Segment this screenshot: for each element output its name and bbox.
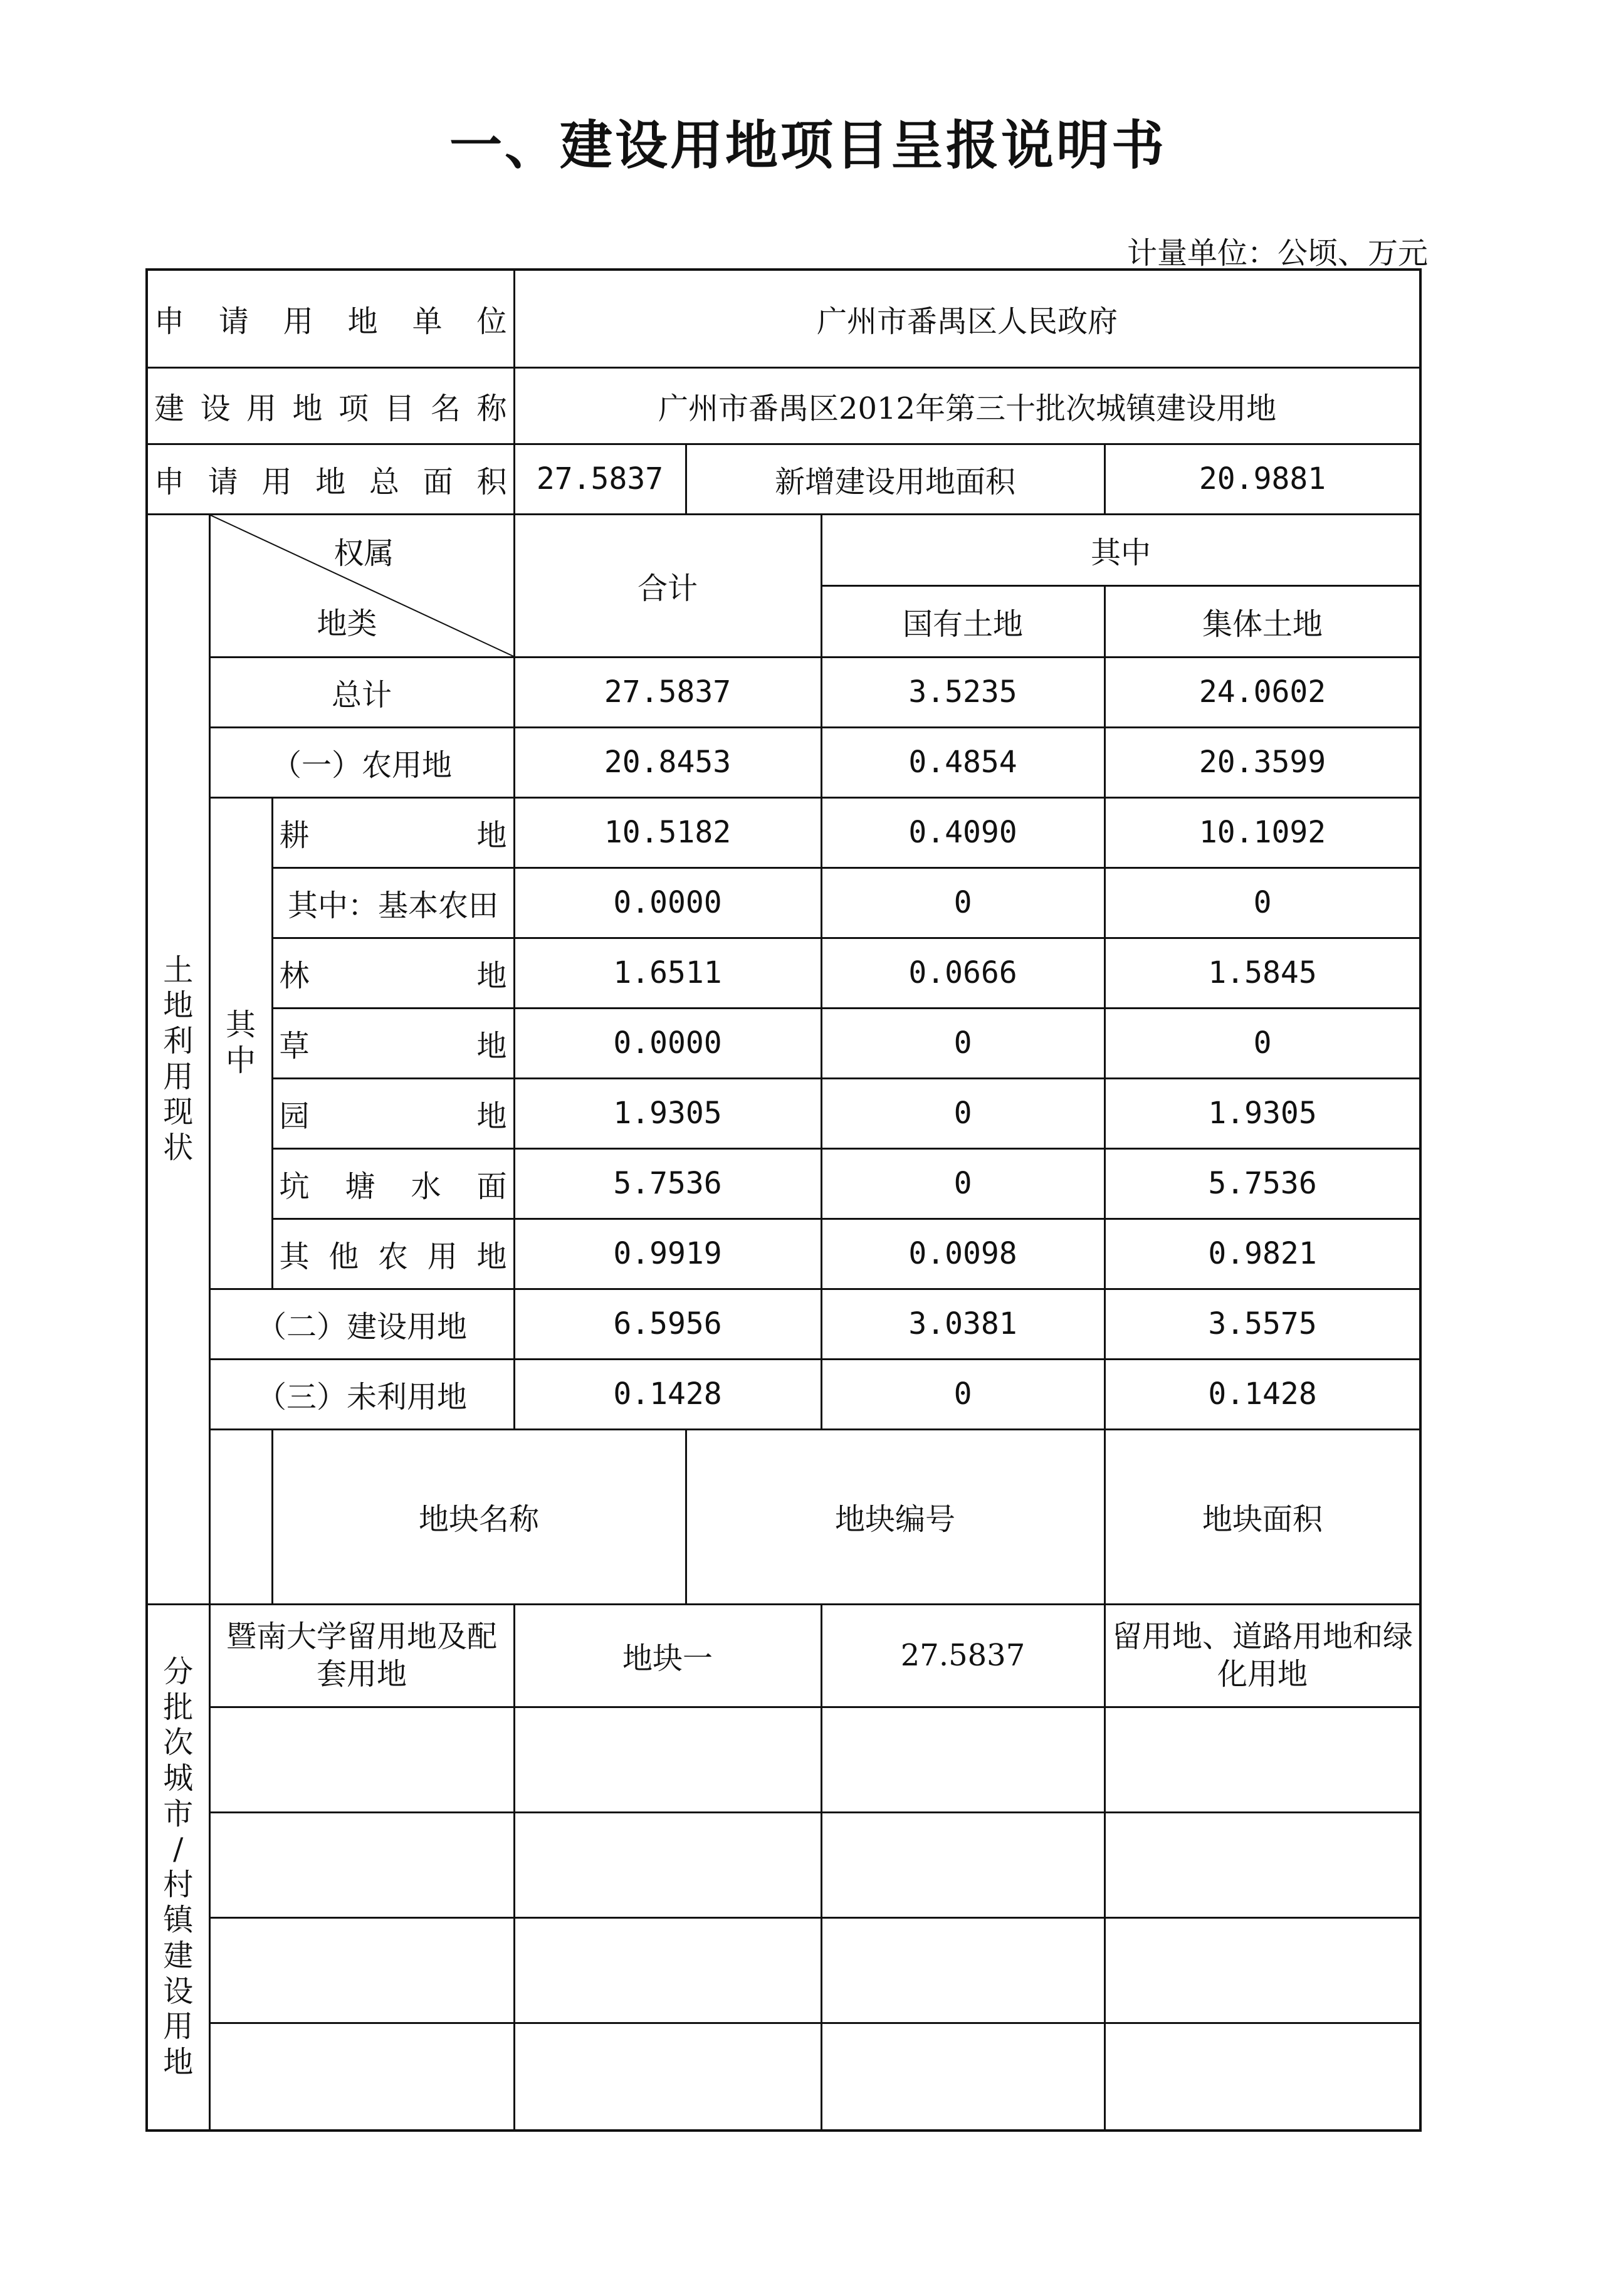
project-name-row	[147, 367, 1420, 444]
label-char: 称	[476, 391, 507, 426]
total-header: 合计	[514, 514, 821, 657]
label-char: 其	[279, 1239, 310, 1274]
agri-state: 0.4854	[821, 727, 1104, 797]
construction-total: 6.5956	[514, 1289, 821, 1359]
label-char: 面	[476, 1168, 507, 1204]
agri-collective: 20.3599	[1104, 727, 1420, 797]
sub-row-state: 0.4090	[821, 797, 1104, 868]
sub-row-collective: 0	[1104, 868, 1420, 938]
ownership-landtype-header	[209, 514, 514, 657]
empty-cell	[514, 2023, 821, 2131]
plot-header-blank	[209, 1429, 272, 1604]
total-area-value: 27.5837	[514, 444, 686, 514]
empty-cell	[209, 1917, 514, 2023]
sub-row-label	[272, 1219, 514, 1289]
unused-collective: 0.1428	[1104, 1359, 1420, 1429]
label-char: 目	[384, 391, 415, 426]
sub-row	[147, 1008, 1420, 1078]
applicant-label	[147, 270, 514, 367]
sum-collective: 24.0602	[1104, 657, 1420, 727]
sub-row	[147, 1078, 1420, 1148]
empty-cell	[514, 1812, 821, 1917]
agri-total: 20.8453	[514, 727, 821, 797]
vertical-label-char: 状	[163, 1130, 194, 1165]
new-area-label: 新增建设用地面积	[686, 444, 1104, 514]
construction-label: （二）建设用地	[209, 1289, 514, 1359]
plot-area: 27.5837	[821, 1604, 1104, 1707]
empty-cell	[821, 1917, 1104, 2023]
label-char: 位	[476, 303, 507, 339]
new-area-value: 20.9881	[1104, 444, 1420, 514]
empty-cell	[514, 1917, 821, 2023]
label-char: 水	[411, 1168, 441, 1204]
sub-row	[147, 938, 1420, 1008]
sum-state: 3.5235	[821, 657, 1104, 727]
sub-row-total: 0.0000	[514, 1008, 821, 1078]
label-char: 用	[246, 391, 277, 426]
plot-name: 暨南大学留用地及配套用地	[209, 1604, 514, 1707]
document-title: 一、建设用地项目呈报说明书	[449, 115, 1167, 176]
agri-row	[147, 727, 1420, 797]
land-type-header: 地类	[317, 605, 377, 641]
total-area-label	[147, 444, 514, 514]
sub-row-total: 10.5182	[514, 797, 821, 868]
sub-row-label: 其中：基本农田	[272, 868, 514, 938]
empty-plot-row	[147, 1812, 1420, 1917]
sub-row-label	[272, 1008, 514, 1078]
sub-row-label	[272, 1148, 514, 1219]
plot-header-row	[147, 1429, 1420, 1604]
empty-cell	[1104, 1707, 1420, 1812]
empty-plot-row	[147, 2023, 1420, 2131]
unused-total: 0.1428	[514, 1359, 821, 1429]
sub-row-collective: 0	[1104, 1008, 1420, 1078]
sub-row	[147, 868, 1420, 938]
label-char: 耕	[279, 817, 310, 853]
sub-row-collective: 10.1092	[1104, 797, 1420, 868]
label-char: 草	[279, 1028, 310, 1064]
plot-name-header: 地块名称	[272, 1429, 686, 1604]
plot-area-header: 地块面积	[1104, 1429, 1420, 1604]
label-char: 园	[279, 1098, 310, 1134]
empty-cell	[514, 1707, 821, 1812]
construction-state: 3.0381	[821, 1289, 1104, 1359]
vertical-label-char: 城	[163, 1760, 194, 1796]
vertical-label-char: 设	[163, 1973, 194, 2009]
vertical-label-char: 地	[163, 2044, 194, 2080]
vertical-label-char: 批	[163, 1689, 194, 1725]
sub-row-collective: 0.9821	[1104, 1219, 1420, 1289]
label-char: 地	[315, 464, 346, 500]
of-which-header: 其中	[821, 514, 1420, 585]
vertical-label-char: 现	[163, 1094, 194, 1130]
applicant-value: 广州市番禺区人民政府	[514, 270, 1420, 367]
sub-row-label	[272, 797, 514, 868]
plot-code: 地块一	[514, 1604, 821, 1707]
sub-row-state: 0.0666	[821, 938, 1104, 1008]
sub-row-label	[272, 938, 514, 1008]
label-char: 积	[476, 464, 507, 500]
state-owned-header: 国有土地	[821, 585, 1104, 657]
label-char: 项	[338, 391, 369, 426]
empty-cell	[821, 2023, 1104, 2131]
status-header-row-1	[147, 514, 1420, 585]
sub-row-state: 0	[821, 1008, 1104, 1078]
sub-row-total: 0.9919	[514, 1219, 821, 1289]
empty-plot-row	[147, 1917, 1420, 2023]
sub-row	[147, 797, 1420, 868]
sum-label: 总计	[209, 657, 514, 727]
sub-row-collective: 1.5845	[1104, 938, 1420, 1008]
label-char: 面	[422, 464, 453, 500]
vertical-label-char: 中	[225, 1043, 256, 1078]
label-char: 申	[154, 464, 185, 500]
vertical-label-char: 土	[163, 952, 194, 988]
vertical-label-char: 村	[163, 1867, 194, 1902]
label-char: 地	[292, 391, 323, 426]
sum-row	[147, 657, 1420, 727]
empty-cell	[209, 1707, 514, 1812]
sub-row-collective: 1.9305	[1104, 1078, 1420, 1148]
of-which-label	[209, 797, 272, 1289]
sub-row-total: 1.6511	[514, 938, 821, 1008]
unused-label: （三）未利用地	[209, 1359, 514, 1429]
agri-label: （一）农用地	[209, 727, 514, 797]
project-report-table	[145, 268, 1422, 2132]
sub-row	[147, 1148, 1420, 1219]
plots-section-label	[147, 1604, 209, 2131]
land-status-section-label	[147, 514, 209, 1604]
vertical-label-char: 市	[163, 1796, 194, 1832]
label-char: 地	[476, 1098, 507, 1134]
plot-code-header: 地块编号	[686, 1429, 1104, 1604]
unit-note: 计量单位：公顷、万元	[1126, 236, 1428, 271]
project-name-label	[147, 367, 514, 444]
unused-row	[147, 1359, 1420, 1429]
label-char: 请	[207, 464, 238, 500]
vertical-label-char: 地	[163, 988, 194, 1024]
vertical-label-char: /	[173, 1832, 184, 1867]
label-char: 单	[412, 303, 443, 339]
label-char: 坑	[279, 1168, 310, 1204]
project-name-value: 广州市番禺区2012年第三十批次城镇建设用地	[514, 367, 1420, 444]
collective-header: 集体土地	[1104, 585, 1420, 657]
label-char: 名	[431, 391, 461, 426]
label-char: 用	[261, 464, 292, 500]
sub-row-label	[272, 1078, 514, 1148]
empty-cell	[1104, 1917, 1420, 2023]
label-char: 地	[476, 1239, 507, 1274]
empty-plot-row	[147, 1707, 1420, 1812]
vertical-label-char: 分	[163, 1654, 194, 1689]
sub-row-total: 5.7536	[514, 1148, 821, 1219]
label-char: 请	[218, 303, 249, 339]
ownership-header: 权属	[333, 535, 394, 571]
empty-cell	[209, 1812, 514, 1917]
label-char: 农	[378, 1239, 409, 1274]
vertical-label-char: 用	[163, 1059, 194, 1094]
sum-total: 27.5837	[514, 657, 821, 727]
sub-row-state: 0	[821, 1078, 1104, 1148]
sub-row-total: 1.9305	[514, 1078, 821, 1148]
label-char: 总	[369, 464, 400, 500]
label-char: 地	[476, 817, 507, 853]
empty-cell	[821, 1707, 1104, 1812]
sub-row	[147, 1219, 1420, 1289]
unused-state: 0	[821, 1359, 1104, 1429]
empty-cell	[1104, 2023, 1420, 2131]
label-char: 用	[283, 303, 313, 339]
label-char: 地	[476, 958, 507, 993]
label-char: 地	[476, 1028, 507, 1064]
sub-row-state: 0	[821, 868, 1104, 938]
label-char: 设	[200, 391, 231, 426]
label-char: 林	[279, 958, 310, 993]
empty-cell	[209, 2023, 514, 2131]
label-char: 建	[154, 391, 185, 426]
vertical-label-char: 建	[163, 1938, 194, 1973]
vertical-label-char: 镇	[163, 1902, 194, 1938]
label-char: 他	[328, 1239, 359, 1274]
vertical-label-char: 次	[163, 1725, 194, 1761]
construction-collective: 3.5575	[1104, 1289, 1420, 1359]
vertical-label-char: 其	[225, 1007, 256, 1043]
sub-row-collective: 5.7536	[1104, 1148, 1420, 1219]
label-char: 用	[427, 1239, 458, 1274]
construction-row	[147, 1289, 1420, 1359]
empty-cell	[821, 1812, 1104, 1917]
vertical-label-char: 用	[163, 2009, 194, 2045]
label-char: 地	[347, 303, 378, 339]
sub-row-total: 0.0000	[514, 868, 821, 938]
empty-cell	[1104, 1812, 1420, 1917]
sub-row-state: 0	[821, 1148, 1104, 1219]
vertical-label-char: 利	[163, 1023, 194, 1059]
plot-row	[147, 1604, 1420, 1707]
plot-use: 留用地、道路用地和绿化用地	[1104, 1604, 1420, 1707]
total-area-row	[147, 444, 1420, 514]
label-char: 申	[154, 303, 185, 339]
label-char: 塘	[345, 1168, 375, 1204]
applicant-row	[147, 270, 1420, 367]
sub-row-state: 0.0098	[821, 1219, 1104, 1289]
